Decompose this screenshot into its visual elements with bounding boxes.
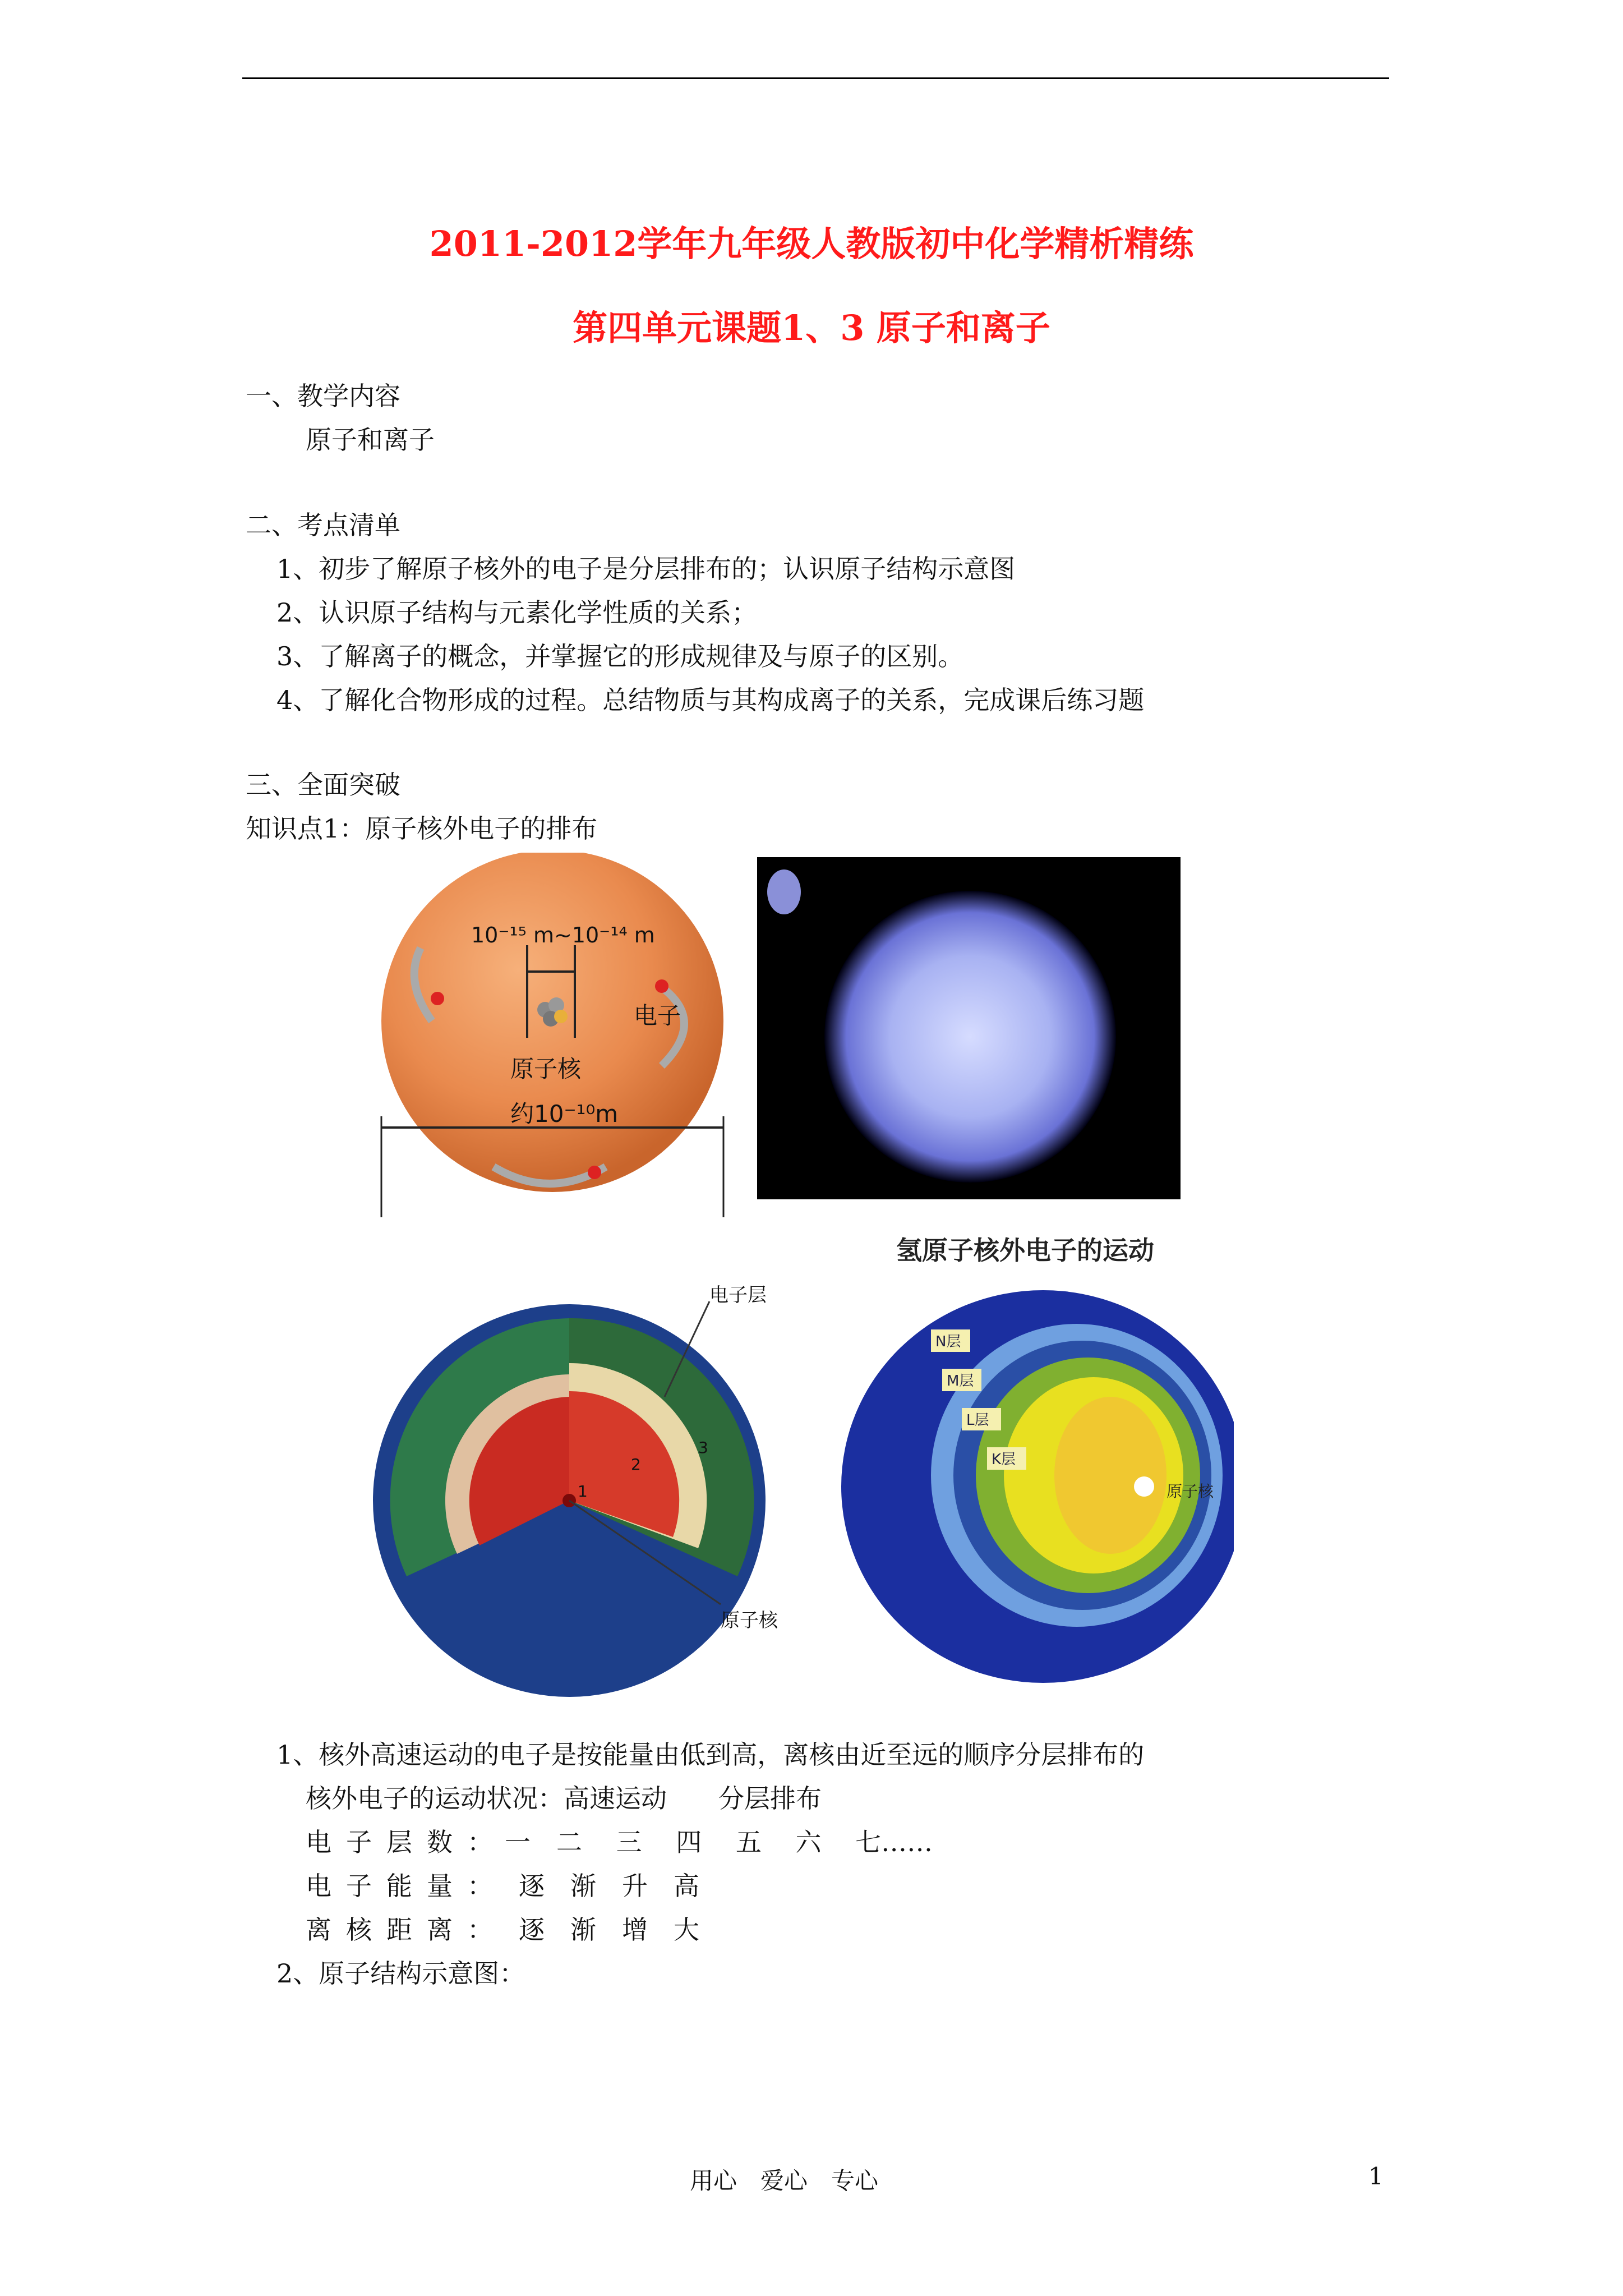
shell-label: K层: [992, 1451, 1016, 1468]
knowledge-point-1: 知识点1：原子核外电子的排布: [246, 813, 598, 844]
energy-label: 电子能量：: [306, 1871, 508, 1901]
diameter-label: 约10⁻¹⁰m: [510, 1100, 619, 1128]
section3-heading: 三、全面突破: [246, 770, 400, 800]
shell-section-figure: [373, 1285, 799, 1700]
section1-content: 原子和离子: [306, 425, 435, 455]
shell-label: L层: [966, 1412, 989, 1429]
section1-heading: 一、教学内容: [246, 381, 400, 411]
point-1-state: 核外电子的运动状况：高速运动 分层排布: [306, 1783, 822, 1814]
section2-heading: 二、考点清单: [246, 510, 400, 540]
page-number: 1: [1368, 2162, 1384, 2190]
atom-model-figure: [370, 853, 740, 1217]
checklist-item: 1、初步了解原子核外的电子是分层排布的；认识原子结构示意图: [276, 554, 1016, 584]
point-1: 1、核外高速运动的电子是按能量由低到高，离核由近至远的顺序分层排布的: [276, 1740, 1145, 1770]
nucleus-label: 原子核: [721, 1609, 778, 1632]
shell-number: 2: [631, 1455, 641, 1474]
energy-value: 逐 渐 升 高: [519, 1871, 699, 1901]
checklist-item: 3、了解离子的概念，并掌握它的形成规律及与原子的区别。: [276, 641, 964, 671]
shell-number: 1: [578, 1482, 588, 1501]
shell-label: N层: [935, 1333, 961, 1350]
document-subtitle: 第四单元课题1、3 原子和离子: [573, 307, 1050, 348]
electron-dot: [588, 1166, 601, 1179]
distance-label: 离核距离：: [306, 1915, 508, 1945]
checklist-item: 2、认识原子结构与元素化学性质的关系；: [276, 597, 758, 628]
nucleus-label: 原子核: [1166, 1482, 1214, 1501]
hydrogen-cloud-figure: [757, 857, 1181, 1199]
distance-value: 逐 渐 增 大: [519, 1915, 699, 1945]
electron-dot: [431, 992, 444, 1005]
scale-label: 10⁻¹⁵ m~10⁻¹⁴ m: [471, 923, 655, 947]
shell-label: M层: [947, 1373, 974, 1389]
layers-value: 一 二 三 四 五 六 七……: [505, 1827, 933, 1857]
hydrogen-caption: 氢原子核外电子的运动: [896, 1235, 1154, 1266]
electron-label: 电子: [634, 1002, 681, 1029]
checklist-item: 4、了解化合物形成的过程。总结物质与其构成离子的关系，完成课后练习题: [276, 685, 1145, 715]
footer-motto: 用心 爱心 专心: [690, 2167, 879, 2194]
layers-label: 电子层数：: [306, 1827, 508, 1857]
electron-cloud: [824, 891, 1116, 1182]
shell-number: 3: [698, 1438, 708, 1457]
header-rule: [242, 77, 1389, 79]
nucleus-label: 原子核: [510, 1055, 582, 1083]
shell-3d-figure: [830, 1285, 1234, 1688]
point-2: 2、原子结构示意图：: [276, 1958, 525, 1989]
layer-label: 电子层: [709, 1285, 767, 1306]
electron-dot: [655, 979, 668, 993]
document-title: 2011-2012学年九年级人教版初中化学精析精练: [429, 223, 1194, 264]
nucleus-dot: [1134, 1476, 1154, 1497]
